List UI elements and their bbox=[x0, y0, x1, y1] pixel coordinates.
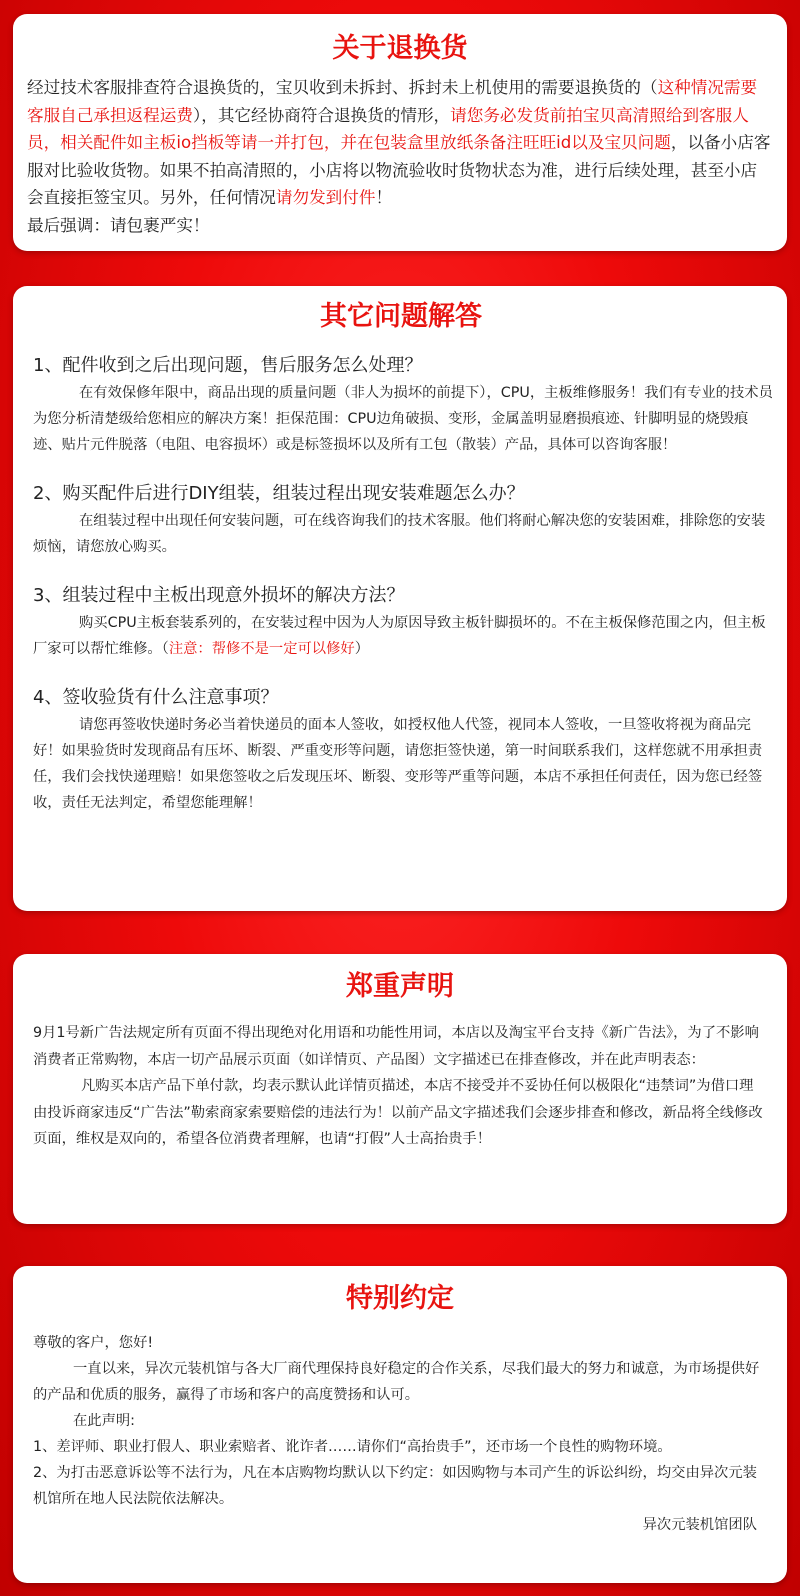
agreement-body bbox=[33, 1330, 767, 1538]
returns-text-2: ），其它经协商符合退换货的情形， bbox=[192, 105, 451, 125]
faq-question-2: 2、购买配件后进行DIY组装，组装过程出现安装难题怎么办？ bbox=[33, 483, 525, 504]
returns-emphasis: 最后强调：请包裹严实！ bbox=[27, 215, 210, 235]
returns-paragraph bbox=[27, 74, 773, 212]
faq-question-4: 4、签收验货有什么注意事项？ bbox=[33, 687, 279, 708]
statement-card bbox=[13, 954, 787, 1224]
agreement-signature: 异次元装机馆团队 bbox=[642, 1517, 757, 1533]
faq-answer-3-close: ） bbox=[354, 641, 369, 657]
agreement-item-1: 1、差评师、职业打假人、职业索赔者、讹诈者……请你们“高抬贵手”，还市场一个良性的购物环境。 bbox=[33, 1439, 672, 1455]
returns-body bbox=[27, 74, 773, 239]
returns-highlight-photo: 请您务必发货前拍宝贝高清照给到客服人员，相关配件如主板io挡板等请一并打包，并在包装盒里放纸条备注旺旺id以及宝贝问题 bbox=[27, 105, 749, 152]
agreement-item-2: 2、为打击恶意诉讼等不法行为，凡在本店购物均默认以下约定：如因购物与本司产生的诉讼纠纷，均交由异次元装机馆所在地人民法院依法解决。 bbox=[33, 1465, 757, 1507]
agreement-card bbox=[13, 1266, 787, 1583]
faq-title: 其它问题解答 bbox=[320, 301, 482, 332]
faq-answer-2: 在组装过程中出现任何安装问题，可在线咨询我们的技术客服。他们将耐心解决您的安装困难，排除您的安装烦恼，请您放心购买。 bbox=[33, 513, 766, 555]
agreement-paragraph-1: 一直以来，异次元装机馆与各大厂商代理保持良好稳定的合作关系，尽我们最大的努力和诚意，为市场提供好的产品和优质的服务，赢得了市场和客户的高度赞扬和认可。 bbox=[33, 1361, 760, 1403]
agreement-title: 特别约定 bbox=[346, 1283, 454, 1314]
faq-answer-1: 在有效保修年限中，商品出现的质量问题（非人为损坏的前提下），CPU，主板维修服务！我们有专业的技术员为您分析清楚级给您相应的解决方案！拒保范围：CPU边角破损、变形，金属盖明显磨损痕迹、针脚明显的烧毁痕迹、贴片元件脱落（电阻、电容损坏）或是标签损坏以及所有工包（散装）产品，具体可以咨询客服！ bbox=[33, 385, 773, 453]
returns-card bbox=[13, 14, 787, 251]
statement-title: 郑重声明 bbox=[346, 971, 454, 1002]
returns-text-4: ！ bbox=[375, 188, 393, 207]
faq-card bbox=[13, 286, 787, 911]
statement-paragraph-1: 9月1号新广告法规定所有页面不得出现绝对化用语和功能性用词，本店以及淘宝平台支持《新广告法》，为了不影响消费者正常购物，本店一切产品展示页面（如详情页、产品图）文字描述已在排查修改，并在此声明表态： bbox=[33, 1025, 759, 1068]
faq-answer-3-text: 购买CPU主板套装系列的，在安装过程中因为人为原因导致主板针脚损坏的。不在主板保修范围之内，但主板厂家可以帮忙维修。（ bbox=[33, 615, 766, 657]
faq-answer-3 bbox=[33, 610, 773, 662]
faq-question-3: 3、组装过程中主板出现意外损坏的解决方法？ bbox=[33, 585, 405, 606]
faq-question-1: 1、配件收到之后出现问题，售后服务怎么处理？ bbox=[33, 355, 423, 376]
returns-highlight-fee: 这种情况需要客服自己承担返程运费 bbox=[27, 78, 758, 125]
returns-highlight-cod: 请勿发到付件 bbox=[275, 188, 376, 207]
agreement-paragraph-2: 在此声明: bbox=[73, 1413, 136, 1429]
statement-paragraph-2: 凡购买本店产品下单付款，均表示默认此详情页描述，本店不接受并不妥协任何以极限化“违禁词”为借口理由投诉商家违反“广告法”勒索商家索要赔偿的违法行为！以前产品文字描述我们会逐步排查和修改，新品将全线修改页面，维权是双向的，希望各位消费者理解，也请“打假”人士高抬贵手！ bbox=[33, 1078, 763, 1147]
faq-answer-3-note: 注意：帮修不是一定可以修好 bbox=[168, 641, 355, 657]
returns-text-1: 经过技术客服排查符合退换货的，宝贝收到未拆封、拆封未上机使用的需要退换货的（ bbox=[27, 78, 658, 97]
faq-answer-4: 请您再签收快递时务必当着快递员的面本人签收，如授权他人代签，视同本人签收，一旦签收将视为商品完好！如果验货时发现商品有压坏、断裂、严重变形等问题，请您拒签快递，第一时间联系我们，这样您就不用承担责任，我们会找快递理赔！如果您签收之后发现压坏、断裂、变形等严重等问题，本店不承担任何责任，因为您已经签收，责任无法判定，希望您能理解！ bbox=[33, 717, 763, 811]
statement-body bbox=[33, 1020, 767, 1153]
returns-text-3: ，以备小店客服对比验收货物。如果不拍高清照的，小店将以物流验收时货物状态为准，进行后续处理，甚至小店会直接拒签宝贝。另外，任何情况 bbox=[27, 133, 771, 207]
agreement-greeting: 尊敬的客户，您好! bbox=[33, 1335, 154, 1351]
returns-title: 关于退换货 bbox=[332, 33, 468, 64]
